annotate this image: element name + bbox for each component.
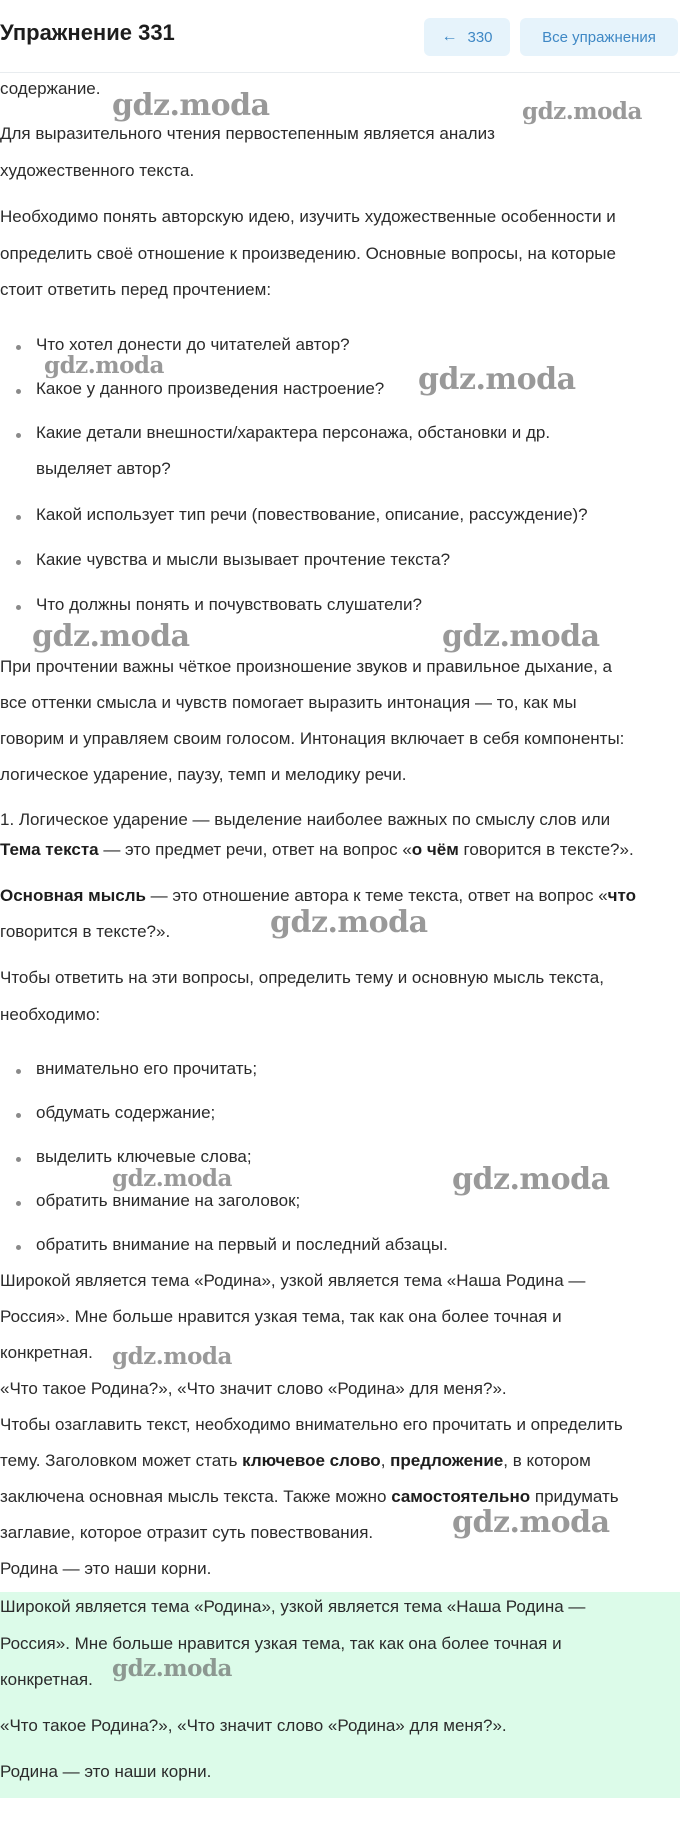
text-line: говорим и управляем своим голосом. Интонация включает в себя компоненты: <box>0 729 625 748</box>
watermark-logo: gdz.moda <box>112 1655 232 1682</box>
text-span: — это предмет речи, ответ на вопрос « <box>98 840 412 859</box>
text-line: При прочтении важны чёткое произношение звуков и правильное дыхание, а <box>0 657 612 676</box>
text-line: говорится в тексте?». <box>0 922 171 941</box>
prev-exercise-label: 330 <box>467 28 493 46</box>
text-line: стоит ответить перед прочтением: <box>0 280 272 299</box>
answer-line: «Что такое Родина?», «Что значит слово «Родина» для меня?». <box>0 1716 507 1735</box>
text-line: Необходимо понять авторскую идею, изучить художественные особенности и <box>0 207 616 226</box>
list-item: обратить внимание на заголовок; <box>36 1191 301 1210</box>
text-line: Россия». Мне больше нравится узкая тема, так как она более точная и <box>0 1307 562 1326</box>
theme-definition <box>0 839 634 861</box>
bullet-dot <box>16 1245 21 1250</box>
bullet-dot <box>16 345 21 350</box>
text-span: — это отношение автора к теме текста, ответ на вопрос « <box>145 886 608 905</box>
all-exercises-button[interactable]: Все упражнения <box>520 18 678 56</box>
answer-line: Родина — это наши корни. <box>0 1762 212 1781</box>
list-item-continued: выделяет автор? <box>36 459 171 478</box>
bold-term: о чём <box>411 840 459 859</box>
watermark-logo: gdz.moda <box>452 1505 610 1540</box>
text-span: , в котором <box>503 1451 591 1470</box>
bullet-dot <box>16 1157 21 1162</box>
bullet-dot <box>16 605 21 610</box>
watermark-logo: gdz.moda <box>112 1165 232 1192</box>
bullet-dot <box>16 515 21 520</box>
text-line: Для выразительного чтения первостепенным является анализ <box>0 124 495 143</box>
idea-definition <box>0 885 636 907</box>
list-item: выделить ключевые слова; <box>36 1147 252 1166</box>
text-line: Чтобы ответить на эти вопросы, определить тему и основную мысль текста, <box>0 968 604 987</box>
page-header <box>0 0 680 73</box>
bullet-dot <box>16 1069 21 1074</box>
list-item: Какое у данного произведения настроение? <box>36 379 385 398</box>
text-line: логическое ударение, паузу, темп и мелодику речи. <box>0 765 407 784</box>
watermark-logo: gdz.moda <box>522 98 642 125</box>
text-line: Чтобы озаглавить текст, необходимо внимательно его прочитать и определить <box>0 1415 623 1434</box>
text-line: Широкой является тема «Родина», узкой является тема «Наша Родина — <box>0 1271 586 1290</box>
bold-term: Тема текста <box>0 840 99 859</box>
text-span: говорится в тексте?». <box>458 840 634 859</box>
text-span: заключена основная мысль текста. Также можно <box>0 1487 392 1506</box>
watermark-logo: gdz.moda <box>32 619 190 654</box>
watermark-logo: gdz.moda <box>270 905 428 940</box>
text-line: содержание. <box>0 79 101 98</box>
list-item: Какие чувства и мысли вызывает прочтение текста? <box>36 550 451 569</box>
bullet-dot <box>16 433 21 438</box>
page-title: Упражнение 331 <box>0 20 175 45</box>
watermark-logo: gdz.moda <box>452 1162 610 1197</box>
prev-exercise-button[interactable] <box>424 18 510 56</box>
bullet-dot <box>16 389 21 394</box>
watermark-logo: gdz.moda <box>112 1343 232 1370</box>
text-line: Родина — это наши корни. <box>0 1559 212 1578</box>
bullet-dot <box>16 560 21 565</box>
bold-term: Основная мысль <box>0 886 146 905</box>
text-line: «Что такое Родина?», «Что значит слово «Родина» для меня?». <box>0 1379 507 1398</box>
list-item: обратить внимание на первый и последний абзацы. <box>36 1235 448 1254</box>
answer-line: Россия». Мне больше нравится узкая тема, так как она более точная и <box>0 1634 562 1653</box>
text-span: придумать <box>530 1487 619 1506</box>
watermark-logo: gdz.moda <box>44 352 164 379</box>
watermark-logo: gdz.moda <box>418 362 576 397</box>
text-line: заглавие, которое отразит суть повествования. <box>0 1523 374 1542</box>
watermark-logo: gdz.moda <box>112 88 270 123</box>
watermark-logo: gdz.moda <box>442 619 600 654</box>
list-item: Что должны понять и почувствовать слушатели? <box>36 595 422 614</box>
text-line: все оттенки смысла и чувств помогает выразить интонация — то, как мы <box>0 693 577 712</box>
bold-term: что <box>607 886 637 905</box>
bold-term: предложение <box>390 1451 504 1470</box>
arrow-left-icon: ← <box>441 28 458 45</box>
answer-line: Широкой является тема «Родина», узкой является тема «Наша Родина — <box>0 1597 586 1616</box>
list-item: внимательно его прочитать; <box>36 1059 258 1078</box>
bold-term: самостоятельно <box>391 1487 531 1506</box>
list-item: Какие детали внешности/характера персонажа, обстановки и др. <box>36 423 551 442</box>
list-item: Какой использует тип речи (повествование, описание, рассуждение)? <box>36 505 588 524</box>
list-item: Что хотел донести до читателей автор? <box>36 335 350 354</box>
text-span: тему. Заголовком может стать <box>0 1451 243 1470</box>
text-span: , <box>380 1451 391 1470</box>
bullet-dot <box>16 1113 21 1118</box>
bold-term: ключевое слово <box>242 1451 381 1470</box>
title-rule <box>0 1450 591 1472</box>
text-line: 1. Логическое ударение — выделение наиболее важных по смыслу слов или <box>0 810 611 829</box>
list-item: обдумать содержание; <box>36 1103 216 1122</box>
text-line: необходимо: <box>0 1005 101 1024</box>
text-line: определить своё отношение к произведению. Основные вопросы, на которые <box>0 244 616 263</box>
text-line: конкретная. <box>0 1343 93 1362</box>
answer-line: конкретная. <box>0 1670 93 1689</box>
bullet-dot <box>16 1201 21 1206</box>
text-line: художественного текста. <box>0 161 195 180</box>
